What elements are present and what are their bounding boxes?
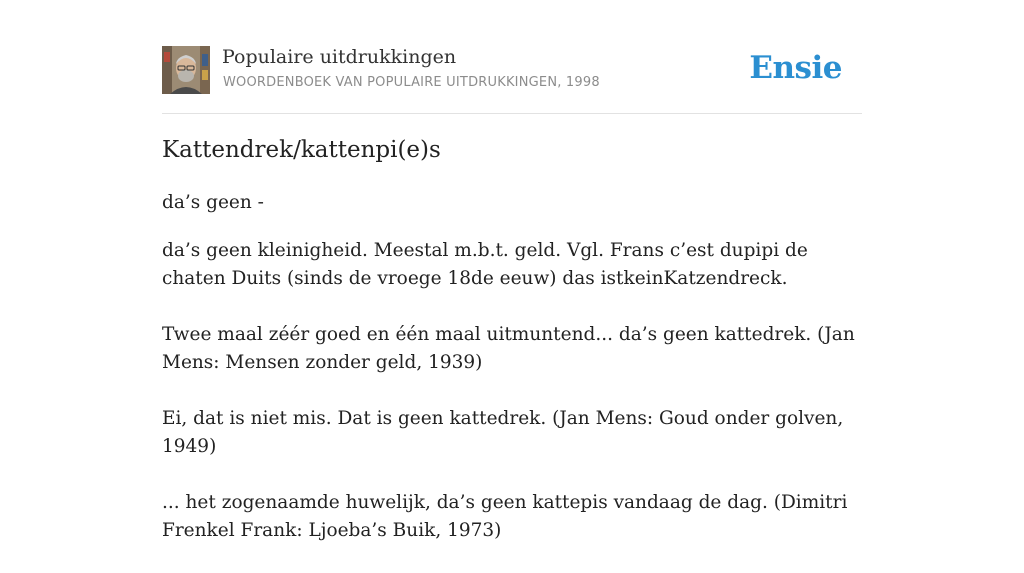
- author-avatar[interactable]: [162, 46, 210, 94]
- definition-paragraph: da’s geen kleinigheid. Meestal m.b.t. geld. Vgl. Frans c’est dupipi de chaten Duits (sinds de vroege 18de eeuw) das istkeinKatzendreck.: [162, 240, 808, 289]
- entry-subheading: da’s geen -: [162, 192, 264, 213]
- source-title[interactable]: Populaire uitdrukkingen: [222, 46, 457, 68]
- source-subtitle: WOORDENBOEK VAN POPULAIRE UITDRUKKINGEN, 1998: [223, 75, 600, 90]
- quote-paragraph: Twee maal zéér goed en één maal uitmuntend... da’s geen kattedrek. (Jan Mens: Mensen zonder geld, 1939): [162, 324, 855, 373]
- entry-title: Kattendrek/kattenpi(e)s: [162, 137, 441, 163]
- ensie-logo-link[interactable]: Ensie: [749, 50, 842, 86]
- entry-definition: [162, 237, 867, 573]
- header-divider: [162, 113, 862, 114]
- quote-paragraph: ... het zogenaamde huwelijk, da’s geen kattepis vandaag de dag. (Dimitri Frenkel Frank: Ljoeba’s Buik, 1973): [162, 492, 848, 541]
- author-portrait-icon: [162, 46, 210, 94]
- source-header: [162, 46, 862, 96]
- quote-paragraph: Ei, dat is niet mis. Dat is geen kattedrek. (Jan Mens: Goud onder golven, 1949): [162, 408, 844, 457]
